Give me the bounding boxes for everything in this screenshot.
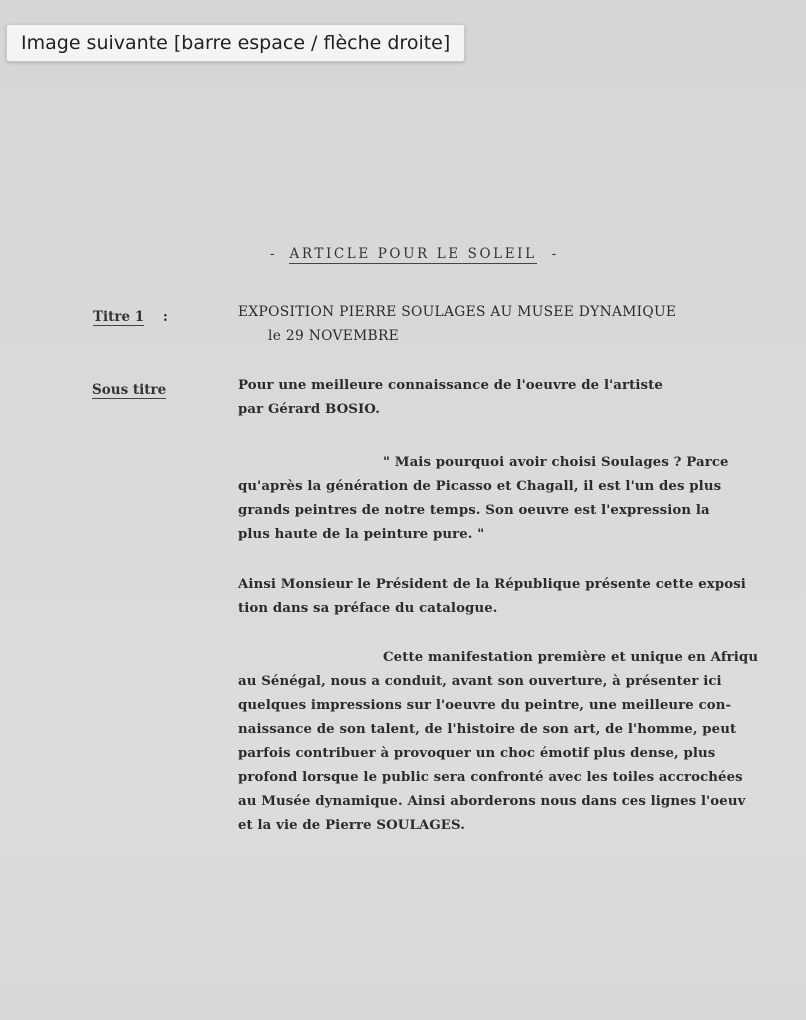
titre-line: EXPOSITION PIERRE SOULAGES AU MUSEE DYNAMIQUE — [238, 304, 677, 320]
body-paragraph — [238, 646, 758, 838]
president-paragraph — [238, 573, 746, 621]
next-image-hint-button[interactable]: Image suivante [barre espace / flèche droite] — [6, 24, 465, 62]
sous-titre-block — [238, 374, 663, 422]
heading-dash-left: - — [270, 246, 275, 262]
body-line: parfois contribuer à provoquer un choc émotif plus dense, plus — [238, 746, 716, 761]
heading-dash-right: - — [551, 246, 557, 262]
sous-titre-line: par Gérard BOSIO. — [238, 402, 380, 417]
quote-line: " Mais pourquoi avoir choisi Soulages ? Parce — [383, 455, 729, 470]
president-line: Ainsi Monsieur le Président de la République présente cette exposi — [238, 577, 746, 592]
quote-paragraph — [238, 451, 729, 547]
body-line: au Sénégal, nous a conduit, avant son ouverture, à présenter ici — [238, 674, 722, 689]
titre-label-group — [93, 309, 168, 325]
body-line: profond lorsque le public sera confronté avec les toiles accrochées — [238, 770, 743, 785]
president-line: tion dans sa préface du catalogue. — [238, 601, 498, 616]
body-line: quelques impressions sur l'oeuvre du peintre, une meilleure con- — [238, 698, 732, 713]
quote-line: qu'après la génération de Picasso et Chagall, il est l'un des plus — [238, 479, 722, 494]
quote-line: grands peintres de notre temps. Son oeuvre est l'expression la — [238, 503, 710, 518]
titre-line: le 29 NOVEMBRE — [268, 328, 400, 344]
titre-colon: : — [162, 309, 168, 325]
document-heading — [270, 246, 556, 264]
sous-titre-label: Sous titre — [92, 382, 167, 398]
titre-label: Titre 1 — [93, 309, 145, 325]
titre-block — [238, 300, 676, 348]
body-line: et la vie de Pierre SOULAGES. — [238, 818, 465, 833]
quote-line: plus haute de la peinture pure. " — [238, 527, 485, 542]
body-line: au Musée dynamique. Ainsi aborderons nous dans ces lignes l'oeuv — [238, 794, 746, 809]
body-line: Cette manifestation première et unique en Afriqu — [383, 650, 759, 665]
body-line: naissance de son talent, de l'histoire de son art, de l'homme, peut — [238, 722, 737, 737]
sous-titre-line: Pour une meilleure connaissance de l'oeuvre de l'artiste — [238, 378, 663, 393]
sous-titre-label-group — [92, 382, 166, 398]
heading-title: ARTICLE POUR LE SOLEIL — [289, 246, 537, 262]
